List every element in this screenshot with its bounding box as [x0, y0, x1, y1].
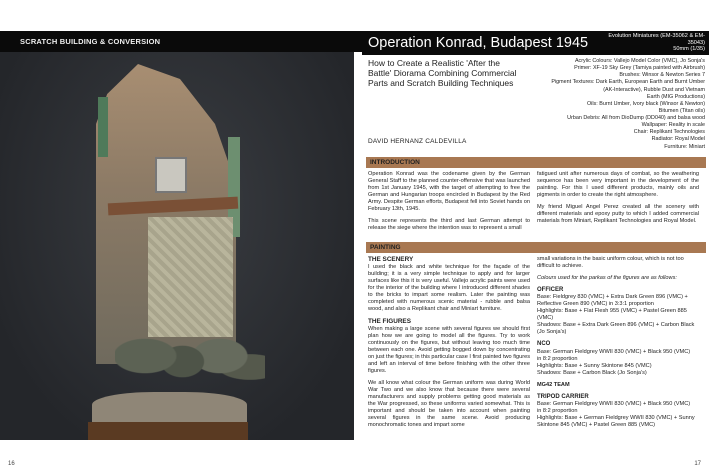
- material-item: Primer: XF-19 Sky Grey (Tamiya painted with Airbrush): [574, 65, 705, 72]
- section-label: SCRATCH BUILDING & CONVERSION: [20, 37, 161, 46]
- colour-line: Base: German Fieldgrey WWII 830 (VMC) + Black 950 (VMC) in 8:2 proportion: [537, 401, 691, 415]
- colour-line: Highlights: Base + German Fieldgrey WWII 830 (VMC) + Sunny Skintone 845 (VMC) + Pastel Green 885 (VMC): [537, 415, 695, 429]
- paragraph: small variations in the basic uniform colour, which is not too difficult to achieve.: [537, 256, 684, 269]
- colour-line: Base: Fieldgrey 830 (VMC) + Extra Dark Green 896 (VMC) + Reflective Green 890 (VMC) in 3:3:1 proportion: [537, 294, 688, 308]
- material-item: Urban Debris: All from DioDump (DD040) and balsa wood: [567, 115, 705, 121]
- article-title: Operation Konrad, Budapest 1945: [368, 35, 589, 51]
- paragraph: When making a large scene with several figures we should first plan how we are going to model all the figures. Try to work continuously on the figures, but without leaving too much time between each one. Avoid getting bogged down by concentrating on just the figures; in this particular case I first painted two figures and left an interval of time before finishing with the other three figures.: [368, 325, 530, 374]
- material-item: Acrylic Colours: Vallejo Model Color (VMC), Jo Sonja's: [574, 58, 705, 64]
- window-shutter: [98, 97, 108, 157]
- intro-column-2: [537, 171, 699, 230]
- mg42-heading: MG42 TEAM: [537, 381, 570, 388]
- painting-heading: PAINTING: [370, 244, 401, 251]
- paragraph: My friend Miguel Angel Perez created all the scenery with different materials and epoxy putty to which I added commercial materials from Miniart, Replikant Technologies and Royal Model.: [537, 203, 699, 224]
- material-item: (AK-Interactive), Rubble Dust and Vietnam: [603, 86, 705, 93]
- article-subtitle: How to Create a Realistic 'After the Battle' Diorama Combining Commercial Parts and Scratch Building Techniques: [368, 58, 517, 89]
- author-name: DAVID HERNANZ CALDEVILLA: [368, 138, 467, 145]
- introduction-heading: INTRODUCTION: [370, 159, 420, 166]
- kit-name: Evolution Miniatures (EM-35062 & EM-35043): [608, 33, 705, 46]
- painting-heading-bar: [366, 242, 706, 253]
- material-item: Earth (MIG Productions): [646, 93, 705, 100]
- paragraph: fatigued unit after numerous days of combat, so the weathering sequence has been very important in the development of the painting. For this I used different products, mainly oils and pigments in order to create the right atmosphere.: [537, 171, 699, 198]
- kit-scale: 50mm (1/35): [673, 46, 705, 53]
- colour-line: Highlights: Base + Flat Flesh 955 (VMC) + Pastel Green 885 (VMC): [537, 308, 687, 322]
- material-item: Pigment Textures: Dark Earth, European Earth and Burnt Umber: [551, 79, 705, 86]
- soldier-figures: [115, 312, 265, 422]
- material-item: Bitumen (Titan oils): [658, 107, 705, 114]
- colours-intro: Colours used for the parkas of the figures are as follows:: [537, 274, 677, 281]
- material-item: Wallpaper: Reality in scale: [641, 122, 705, 129]
- introduction-heading-bar: [366, 157, 706, 168]
- page-number-left: 16: [8, 461, 15, 467]
- materials-list: [525, 58, 705, 151]
- paragraph: I used the black and white technique for the façade of the building; it is a very simple technique to apply and for larger surfaces like this it is very useful. Vallejo acrylic paints were used for the interior of the building where I introduced different shades to the bricks to impart some realism. Later the painting was completed with numerous scenic material - rubble and balsa wood, and also a Replikant chair and Miniart furniture.: [368, 264, 530, 312]
- colour-line: Highlights: Base + Sunny Skintone 845 (VMC): [537, 362, 652, 369]
- paragraph: This scene represents the third and last German attempt to release the siege where the intention was to represent a small: [368, 217, 530, 231]
- nco-heading: NCO: [537, 341, 551, 348]
- painting-column-2: [537, 256, 695, 429]
- material-item: Brushes: Winsor & Newton Series 7: [619, 72, 705, 79]
- colour-line: Shadows: Base + Carbon Black (Jo Sonja's): [537, 369, 647, 376]
- diorama-photo: [0, 52, 354, 440]
- figures-heading: THE FIGURES: [368, 317, 411, 325]
- window: [155, 157, 187, 193]
- paragraph: We all know what colour the German uniform was during World War Two and we also know that because there were several manufacturers and supply problems getting good materials as the War progressed, so these uniforms varied somewhat. This is important and should be taken into account when painting several figures in the same scene. Avoid producing monochromatic tones and impart some: [368, 379, 530, 428]
- colour-line: Shadows: Base + Extra Dark Green 896 (VMC) + Carbon Black (Jo Sonja's): [537, 322, 695, 336]
- material-item: Chair: Replikant Technologies: [633, 129, 705, 136]
- officer-heading: OFFICER: [537, 286, 564, 293]
- painting-column-1: [368, 256, 530, 434]
- tripod-carrier-heading: TRIPOD CARRIER: [537, 393, 589, 400]
- colour-line: Base: German Fieldgrey WWII 830 (VMC) + Black 950 (VMC) in 8:2 proportion: [537, 348, 691, 362]
- diorama-base: [88, 422, 248, 440]
- paragraph: Operation Konrad was the codename given by the German General Staff to the planned counter-offensive that was launched from 1st January 1945, with the target of attempting to free the German and Hungarian troops encircled in Budapest by the Red Army. Despite German efforts, Budapest fell into Soviet hands on February 13th, 1945.: [368, 171, 530, 212]
- page-number-right: 17: [694, 461, 701, 467]
- intro-column-1: [368, 171, 530, 237]
- material-item: Furniture: Miniart: [664, 143, 705, 150]
- kit-info: [605, 33, 705, 53]
- material-item: Oils: Burnt Umber, Ivory black (Winsor & Newton): [586, 100, 705, 107]
- scenery-heading: THE SCENERY: [368, 256, 414, 263]
- material-item: Radiator: Royal Model: [651, 136, 705, 143]
